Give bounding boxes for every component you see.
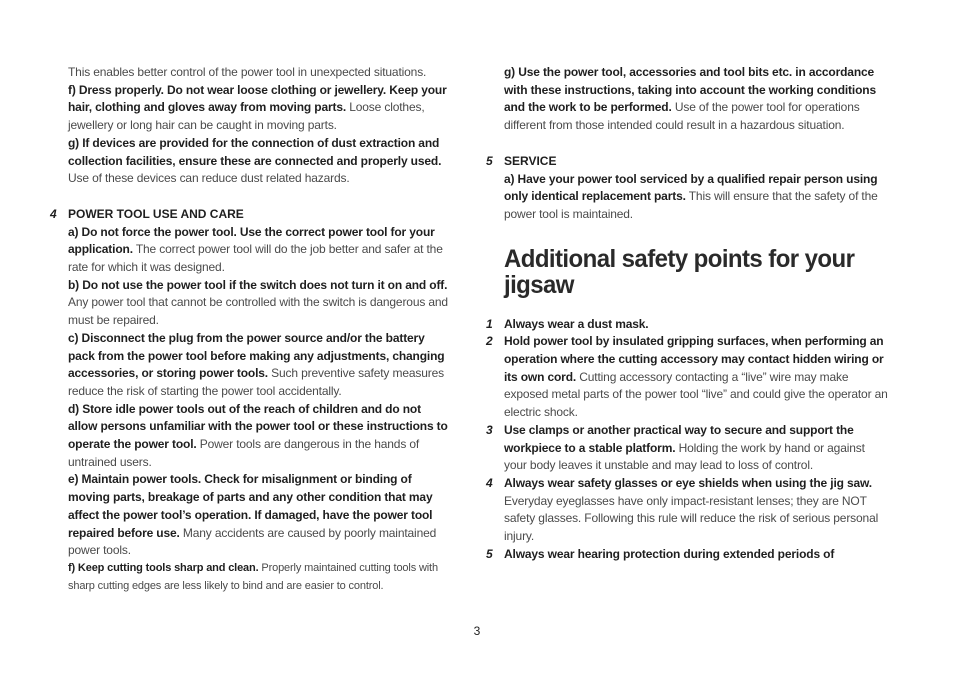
bold-instruction: a) Have your power tool serviced by a qualified repair person using only identical replacement parts.	[504, 171, 878, 204]
explanation-text: This enables better control of the power tool in unexpected situations.	[68, 65, 427, 79]
paragraph	[68, 224, 452, 277]
bold-instruction: d) Store idle power tools out of the reach of children and do not allow persons unfamiliar with the power tool or these instructions to operate the power tool.	[68, 401, 448, 452]
bold-instruction: b) Do not use the power tool if the switch does not turn it on and off.	[68, 277, 448, 292]
bold-instruction: f) Dress properly. Do not wear loose clothing or jewellery. Keep your hair, clothing and gloves away from moving parts.	[68, 82, 447, 115]
paragraph	[68, 277, 452, 330]
explanation-text: The correct power tool will do the job better and safer at the rate for which it was designed.	[68, 242, 443, 275]
section-title	[486, 153, 889, 171]
paragraph	[504, 171, 889, 224]
explanation-text: Power tools are dangerous in the hands of untrained users.	[68, 437, 420, 469]
explanation-text: Such preventive safety measures reduce the risk of starting the power tool accidentally.	[68, 366, 444, 398]
numbered-item	[486, 546, 889, 564]
bold-instruction: e) Maintain power tools. Check for misalignment or binding of moving parts, breakage of parts and any other condition that may affect the power tool’s operation. If damaged, have the power tool repaired before use.	[68, 472, 433, 540]
explanation-text: This will ensure that the safety of the power tool is maintained.	[504, 189, 878, 221]
paragraph	[68, 471, 452, 560]
page-number: 3	[473, 624, 481, 638]
bold-instruction: Always wear safety glasses or eye shields when using the jig saw.	[504, 475, 872, 490]
bold-instruction: c) Disconnect the plug from the power source and/or the battery pack from the power tool before making any adjustments, changing accessories, or storing power tools.	[68, 330, 445, 381]
bold-instruction: Always wear hearing protection during extended periods of	[504, 546, 835, 561]
right-column	[486, 64, 889, 563]
explanation-text: Cutting accessory contacting a “live” wire may make exposed metal parts of the power tool “live” and could give the operator an electric shock.	[504, 369, 888, 420]
explanation-text: Everyday eyeglasses have only impact-resistant lenses; they are NOT safety glasses. Following this rule will reduce the risk of serious personal injury.	[504, 493, 879, 544]
item-number: 2	[486, 334, 493, 349]
bold-instruction: g) If devices are provided for the connection of dust extraction and collection facilities, ensure these are connected and properly used.	[68, 135, 442, 168]
paragraph	[68, 82, 452, 135]
explanation-text: Use of the power tool for operations different from those intended could result in a hazardous situation.	[504, 100, 860, 133]
explanation-text: Use of these devices can reduce dust related hazards.	[68, 171, 350, 186]
numbered-item	[486, 333, 889, 422]
item-number: 5	[486, 153, 493, 168]
section-heading: Additional safety points for your jigsaw	[504, 244, 855, 299]
explanation-text: Loose clothes, jewellery or long hair can be caught in moving parts.	[68, 100, 425, 133]
explanation-text: Holding the work by hand or against your body leaves it unstable and may lead to loss of control.	[504, 440, 865, 473]
item-number: 4	[50, 206, 57, 221]
paragraph	[68, 401, 452, 472]
explanation-text: Properly maintained cutting tools with sharp cutting edges are less likely to bind and are easier to control.	[68, 561, 438, 592]
bold-instruction: Use clamps or another practical way to secure and support the workpiece to a stable platform.	[504, 422, 854, 455]
paragraph	[68, 135, 452, 188]
bold-instruction: Always wear a dust mask.	[504, 316, 649, 331]
section-title-text: SERVICE	[504, 153, 557, 168]
paragraph	[68, 330, 452, 401]
bold-instruction: a) Do not force the power tool. Use the correct power tool for your application.	[68, 224, 435, 257]
left-column	[50, 64, 452, 595]
bold-instruction: f) Keep cutting tools sharp and clean.	[68, 561, 259, 574]
numbered-item	[486, 316, 889, 334]
item-number: 5	[486, 546, 493, 561]
paragraph	[504, 64, 889, 135]
paragraph	[68, 64, 452, 82]
explanation-text: Many accidents are caused by poorly maintained power tools.	[68, 525, 437, 558]
numbered-item	[486, 475, 889, 546]
section-title-text: POWER TOOL USE AND CARE	[68, 206, 244, 221]
numbered-item	[486, 422, 889, 475]
bold-instruction: Hold power tool by insulated gripping surfaces, when performing an operation where the cutting accessory may contact hidden wiring or its own cord.	[504, 334, 884, 384]
item-number: 3	[486, 422, 493, 437]
item-number: 1	[486, 316, 493, 331]
paragraph	[68, 560, 452, 595]
section-title	[50, 206, 452, 224]
item-number: 4	[486, 475, 493, 490]
explanation-text: Any power tool that cannot be controlled with the switch is dangerous and must be repaired.	[68, 295, 448, 328]
bold-instruction: g) Use the power tool, accessories and tool bits etc. in accordance with these instructions, taking into account the working conditions and the work to be performed.	[504, 65, 876, 115]
